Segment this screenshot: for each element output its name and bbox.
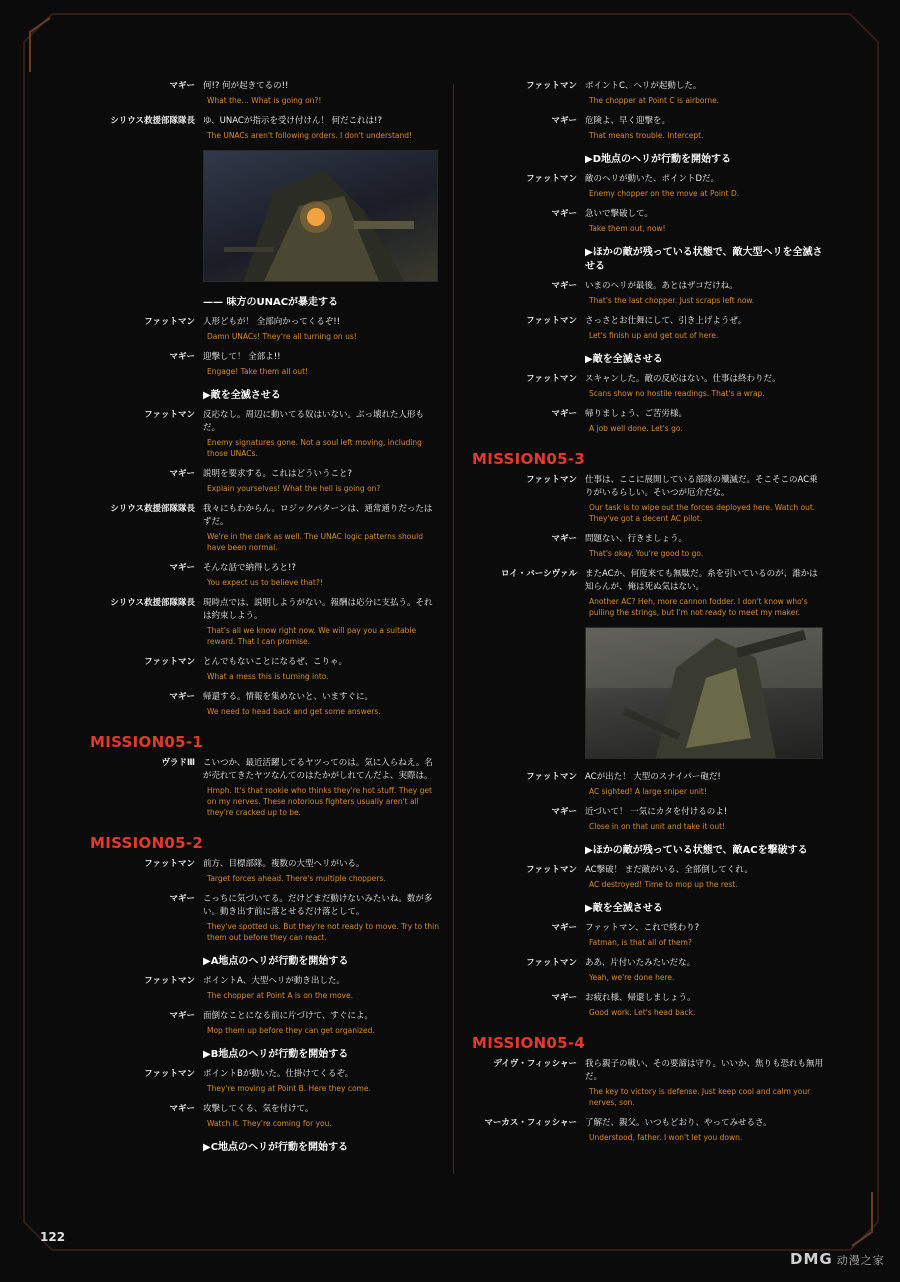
dialogue-group bbox=[90, 80, 440, 141]
mission-title: MISSION05-2 bbox=[90, 834, 204, 852]
speaker-name: シリウス救援部隊隊長 bbox=[110, 116, 195, 126]
dialogue-entry bbox=[90, 503, 440, 553]
dialogue-entry bbox=[472, 173, 824, 199]
dialogue-entry bbox=[472, 280, 824, 306]
speaker-name: マギー bbox=[551, 116, 577, 126]
english-translation: What a mess this is turning into. bbox=[207, 672, 329, 681]
english-translation: The chopper at Point C is airborne. bbox=[589, 96, 720, 105]
dialogue-body bbox=[585, 115, 824, 141]
english-translation: Yeah, we're done here. bbox=[589, 973, 675, 982]
english-translation: The key to victory is defense. Just keep cool and calm your nerves, son. bbox=[589, 1087, 811, 1107]
dialogue-body bbox=[585, 922, 824, 948]
english-translation: Watch it. They're coming for you. bbox=[207, 1119, 332, 1128]
dialogue-body bbox=[585, 992, 824, 1018]
dialogue-body bbox=[585, 315, 824, 341]
dialogue-entry bbox=[90, 597, 440, 647]
speaker-name: マギー bbox=[551, 409, 577, 419]
left-column bbox=[90, 80, 440, 1161]
english-translation: Take them out, now! bbox=[589, 224, 666, 233]
mission-title: MISSION05-4 bbox=[472, 1034, 586, 1052]
speaker-name: マギー bbox=[169, 692, 195, 702]
dialogue-entry bbox=[90, 757, 440, 818]
speaker-name: ファットマン bbox=[144, 859, 195, 869]
japanese-line: ゆ、UNACが指示を受け付けん！ 何だこれは!? bbox=[203, 116, 382, 126]
speaker-name: ファットマン bbox=[526, 174, 577, 184]
dialogue-body bbox=[203, 893, 440, 943]
dialogue-entry bbox=[472, 922, 824, 948]
speaker-name: ファットマン bbox=[526, 316, 577, 326]
japanese-line: さっさとお仕舞にして、引き上げようぜ。 bbox=[585, 316, 747, 326]
japanese-line: 敵のヘリが動いた、ポイントDだ。 bbox=[585, 174, 720, 184]
dialogue-body bbox=[203, 80, 440, 106]
japanese-line: ファットマン、これで終わり? bbox=[585, 923, 700, 933]
english-translation: Understood, father. I won't let you down. bbox=[589, 1133, 743, 1142]
dialogue-entry bbox=[90, 1103, 440, 1129]
speaker-name: マギー bbox=[169, 1011, 195, 1021]
japanese-line: 了解だ、親父。いつもどおり、やってみせるさ。 bbox=[585, 1118, 772, 1128]
dialogue-body bbox=[585, 533, 824, 559]
speaker-name: ファットマン bbox=[144, 410, 195, 420]
dialogue-entry bbox=[472, 568, 824, 618]
dialogue-entry bbox=[472, 315, 824, 341]
dialogue-group bbox=[472, 474, 824, 618]
dialogue-entry bbox=[90, 1010, 440, 1036]
dialogue-group bbox=[472, 1058, 824, 1143]
speaker-name: ファットマン bbox=[144, 976, 195, 986]
japanese-line: 我々にもわからん。ロジックパターンは、通常通りだったはずだ。 bbox=[203, 504, 433, 527]
dialogue-group bbox=[90, 757, 440, 818]
dialogue-entry bbox=[90, 351, 440, 377]
speaker-name: マーカス・フィッシャー bbox=[484, 1118, 577, 1128]
dialogue-body bbox=[585, 957, 824, 983]
dialogue-entry bbox=[472, 80, 824, 106]
page-number: 122 bbox=[40, 1230, 66, 1244]
dialogue-body bbox=[585, 864, 824, 890]
english-translation: Enemy chopper on the move at Point D. bbox=[589, 189, 740, 198]
english-translation: That's all we know right now. We will pay you a suitable reward. That I can promise. bbox=[207, 626, 417, 646]
dialogue-group bbox=[472, 864, 824, 890]
japanese-line: いまのヘリが最後。あとはザコだけね。 bbox=[585, 281, 738, 291]
mission-title: MISSION05-1 bbox=[90, 733, 204, 751]
dialogue-group bbox=[472, 80, 824, 141]
english-translation: Another AC? Heh, more cannon fodder. I don't know who's pulling the strings, but I'm not ready to meet my maker. bbox=[589, 597, 808, 617]
japanese-line: 仕事は、ここに展開している部隊の殲滅だ。そこそこのAC乗りがいるらしい。そいつが厄介だな。 bbox=[585, 475, 818, 498]
dialogue-entry bbox=[90, 80, 440, 106]
dialogue-group bbox=[90, 409, 440, 717]
dialogue-group bbox=[472, 280, 824, 341]
japanese-line: 危険よ、早く迎撃を。 bbox=[585, 116, 671, 126]
scene-heading: ▶A地点のヘリが行動を開始する bbox=[203, 956, 349, 967]
scene-heading: ▶C地点のヘリが行動を開始する bbox=[203, 1142, 349, 1153]
dialogue-body bbox=[203, 597, 440, 647]
dialogue-entry bbox=[472, 1058, 824, 1108]
dialogue-entry bbox=[90, 691, 440, 717]
screenshot-image-unac bbox=[203, 150, 438, 282]
japanese-line: 反応なし。周辺に動いてる奴はいない。ぶっ壊れた人形もだ。 bbox=[203, 410, 425, 433]
dialogue-body bbox=[203, 656, 440, 682]
dialogue-group bbox=[90, 975, 440, 1036]
speaker-name: シリウス救援部隊隊長 bbox=[110, 504, 195, 514]
japanese-line: ああ、片付いたみたいだな。 bbox=[585, 958, 696, 968]
scene-heading: —— 味方のUNACが暴走する bbox=[203, 297, 339, 308]
japanese-line: 前方、目標部隊。複数の大型ヘリがいる。 bbox=[203, 859, 365, 869]
japanese-line: 人形どもが！ 全部向かってくるぞ!! bbox=[203, 317, 341, 327]
japanese-line: 何!? 何が起きてるの!! bbox=[203, 81, 289, 91]
dialogue-group bbox=[472, 922, 824, 1018]
speaker-name: マギー bbox=[551, 209, 577, 219]
japanese-line: 説明を要求する。これはどういうこと? bbox=[203, 469, 353, 479]
english-translation: That's the last chopper. Just scraps left now. bbox=[589, 296, 755, 305]
dialogue-group bbox=[90, 316, 440, 377]
speaker-name: ロイ・バーシヴァル bbox=[501, 569, 577, 579]
speaker-name: ファットマン bbox=[526, 958, 577, 968]
japanese-line: 問題ない、行きましょう。 bbox=[585, 534, 688, 544]
dialogue-body bbox=[585, 806, 824, 832]
dialogue-group bbox=[472, 771, 824, 832]
japanese-line: 面倒なことになる前に片づけて、すぐによ。 bbox=[203, 1011, 373, 1021]
english-translation: Enemy signatures gone. Not a soul left moving, including those UNACs. bbox=[207, 438, 422, 458]
speaker-name: ファットマン bbox=[526, 865, 577, 875]
column-divider bbox=[453, 84, 454, 1174]
dialogue-entry bbox=[90, 893, 440, 943]
dialogue-group bbox=[472, 373, 824, 434]
english-translation: Good work. Let's head back. bbox=[589, 1008, 696, 1017]
japanese-line: 我ら親子の戦い、その要諦は守り。いいか、焦りも恐れも無用だ。 bbox=[585, 1059, 824, 1082]
speaker-name: マギー bbox=[169, 81, 195, 91]
japanese-line: ACが出た！ 大型のスナイパー砲だ! bbox=[585, 772, 721, 782]
dialogue-body bbox=[203, 316, 440, 342]
dialogue-entry bbox=[472, 115, 824, 141]
english-translation: Damn UNACs! They're all turning on us! bbox=[207, 332, 357, 341]
japanese-line: 近づいて！ 一気にカタを付けるのよ! bbox=[585, 807, 728, 817]
dialogue-body bbox=[585, 474, 824, 524]
dialogue-entry bbox=[472, 373, 824, 399]
speaker-name: ヴラドⅢ bbox=[161, 758, 195, 768]
japanese-line: AC撃破！ まだ敵がいる、全部倒してくれ。 bbox=[585, 865, 753, 875]
dialogue-body bbox=[585, 373, 824, 399]
japanese-line: ポイントC、ヘリが起動した。 bbox=[585, 81, 702, 91]
speaker-name: マギー bbox=[169, 894, 195, 904]
japanese-line: とんでもないことになるぜ、こりゃ。 bbox=[203, 657, 347, 667]
speaker-name: シリウス救援部隊隊長 bbox=[110, 598, 195, 608]
dialogue-group bbox=[472, 173, 824, 234]
speaker-name: ファットマン bbox=[526, 81, 577, 91]
english-translation: That means trouble. Intercept. bbox=[589, 131, 704, 140]
speaker-name: デイヴ・フィッシャー bbox=[493, 1059, 577, 1069]
speaker-name: マギー bbox=[169, 563, 195, 573]
dialogue-body bbox=[203, 757, 440, 818]
japanese-line: お疲れ様、帰還しましょう。 bbox=[585, 993, 696, 1003]
mission-title: MISSION05-3 bbox=[472, 450, 586, 468]
dialogue-entry bbox=[90, 975, 440, 1001]
japanese-line: ポイントBが動いた。仕掛けてくるぞ。 bbox=[203, 1069, 354, 1079]
english-translation: You expect us to believe that?! bbox=[207, 578, 323, 587]
dialogue-body bbox=[585, 173, 824, 199]
dialogue-entry bbox=[90, 656, 440, 682]
english-translation: Hmph. It's that rookie who thinks they're hot stuff. They get on my nerves. These notorious fighters usually aren't all they're cracked up to be. bbox=[207, 786, 432, 817]
english-translation: Engage! Take them all out! bbox=[207, 367, 309, 376]
dialogue-body bbox=[203, 468, 440, 494]
english-translation: Mop them up before they can get organized. bbox=[207, 1026, 375, 1035]
english-translation: We're in the dark as well. The UNAC logic patterns should have been normal. bbox=[207, 532, 423, 552]
dialogue-group bbox=[90, 858, 440, 943]
dialogue-entry bbox=[472, 864, 824, 890]
english-translation: Our task is to wipe out the forces deployed here. Watch out. They've got a decent AC pilot. bbox=[589, 503, 816, 523]
speaker-name: マギー bbox=[551, 923, 577, 933]
screenshot-image-ac bbox=[585, 627, 823, 759]
dialogue-body bbox=[585, 280, 824, 306]
speaker-name: ファットマン bbox=[526, 374, 577, 384]
dialogue-body bbox=[203, 409, 440, 459]
dialogue-body bbox=[203, 1068, 440, 1094]
english-translation: They've spotted us. But they're not ready to move. Try to thin them out before they can react. bbox=[207, 922, 439, 942]
dialogue-body bbox=[585, 771, 824, 797]
english-translation: Scans show no hostile readings. That's a wrap. bbox=[589, 389, 765, 398]
dialogue-entry bbox=[472, 208, 824, 234]
scene-heading: ▶B地点のヘリが行動を開始する bbox=[203, 1049, 349, 1060]
english-translation: A job well done. Let's go. bbox=[589, 424, 683, 433]
scene-heading: ▶敵を全滅させる bbox=[585, 354, 663, 365]
english-translation: AC destroyed! Time to mop up the rest. bbox=[589, 880, 738, 889]
scene-heading: ▶敵を全滅させる bbox=[203, 390, 281, 401]
dialogue-body bbox=[585, 208, 824, 234]
english-translation: Explain yourselves! What the hell is going on? bbox=[207, 484, 381, 493]
dialogue-entry bbox=[472, 474, 824, 524]
watermark-logo: DMG 动漫之家 bbox=[790, 1250, 885, 1268]
japanese-line: こいつか、最近活躍してるヤツってのは。気に入らねえ。名が売れてきたヤツなんてのはたかがしれてんだよ、実際は。 bbox=[203, 758, 433, 781]
speaker-name: マギー bbox=[169, 469, 195, 479]
english-translation: Fatman, is that all of them? bbox=[589, 938, 692, 947]
scene-heading: ▶ほかの敵が残っている状態で、敵大型ヘリを全滅させる bbox=[585, 247, 823, 272]
speaker-name: ファットマン bbox=[144, 1069, 195, 1079]
english-translation: The chopper at Point A is on the move. bbox=[207, 991, 353, 1000]
dialogue-body bbox=[203, 1010, 440, 1036]
speaker-name: ファットマン bbox=[526, 772, 577, 782]
japanese-line: スキャンした。敵の反応はない。仕事は終わりだ。 bbox=[585, 374, 781, 384]
dialogue-entry bbox=[90, 468, 440, 494]
speaker-name: ファットマン bbox=[144, 657, 195, 667]
japanese-line: 迎撃して！ 全部よ!! bbox=[203, 352, 281, 362]
english-translation: AC sighted! A large sniper unit! bbox=[589, 787, 707, 796]
english-translation: That's okay. You're good to go. bbox=[589, 549, 704, 558]
japanese-line: ポイントA、大型ヘリが動き出した。 bbox=[203, 976, 345, 986]
dialogue-body bbox=[203, 115, 440, 141]
dialogue-group bbox=[90, 1068, 440, 1129]
dialogue-entry bbox=[472, 408, 824, 434]
english-translation: Target forces ahead. There's multiple choppers. bbox=[207, 874, 386, 883]
dialogue-body bbox=[203, 691, 440, 717]
dialogue-body bbox=[203, 858, 440, 884]
speaker-name: マギー bbox=[551, 281, 577, 291]
speaker-name: マギー bbox=[169, 352, 195, 362]
japanese-line: 急いで撃破して。 bbox=[585, 209, 653, 219]
dialogue-body bbox=[585, 408, 824, 434]
dialogue-entry bbox=[472, 771, 824, 797]
dialogue-entry bbox=[90, 409, 440, 459]
dialogue-entry bbox=[90, 316, 440, 342]
scene-heading: ▶D地点のヘリが行動を開始する bbox=[585, 154, 731, 165]
english-translation: We need to head back and get some answers. bbox=[207, 707, 381, 716]
japanese-line: 帰還する。情報を集めないと、いますぐに。 bbox=[203, 692, 374, 702]
english-translation: Let's finish up and get out of here. bbox=[589, 331, 719, 340]
scene-heading: ▶ほかの敵が残っている状態で、敵ACを撃破する bbox=[585, 845, 808, 856]
speaker-name: マギー bbox=[169, 1104, 195, 1114]
dialogue-entry bbox=[472, 1117, 824, 1143]
dialogue-entry bbox=[472, 992, 824, 1018]
dialogue-entry bbox=[90, 562, 440, 588]
japanese-line: こっちに気づいてる。だけどまだ動けないみたいね。数が多い。動き出す前に落とせるだけ落として。 bbox=[203, 894, 433, 917]
dialogue-body bbox=[585, 1058, 824, 1108]
dialogue-body bbox=[203, 562, 440, 588]
english-translation: What the… What is going on?! bbox=[207, 96, 322, 105]
dialogue-body bbox=[585, 568, 824, 618]
speaker-name: ファットマン bbox=[526, 475, 577, 485]
dialogue-entry bbox=[90, 115, 440, 141]
dialogue-entry bbox=[472, 957, 824, 983]
speaker-name: マギー bbox=[551, 807, 577, 817]
dialogue-body bbox=[585, 1117, 824, 1143]
dialogue-entry bbox=[472, 806, 824, 832]
dialogue-entry bbox=[472, 533, 824, 559]
dialogue-body bbox=[585, 80, 824, 106]
dialogue-body bbox=[203, 503, 440, 553]
dialogue-entry bbox=[90, 1068, 440, 1094]
japanese-line: 帰りましょう、ご苦労様。 bbox=[585, 409, 688, 419]
english-translation: The UNACs aren't following orders. I don't understand! bbox=[207, 131, 413, 140]
speaker-name: マギー bbox=[551, 534, 577, 544]
dialogue-entry bbox=[90, 858, 440, 884]
japanese-line: そんな話で納得しろと!? bbox=[203, 563, 296, 573]
dialogue-body bbox=[203, 975, 440, 1001]
japanese-line: またACか、何度来ても無駄だ。糸を引いているのが、誰かは知らんが、俺は死ぬ気はない。 bbox=[585, 569, 818, 592]
dialogue-body bbox=[203, 1103, 440, 1129]
speaker-name: ファットマン bbox=[144, 317, 195, 327]
scene-heading: ▶敵を全滅させる bbox=[585, 903, 663, 914]
japanese-line: 現時点では、説明しようがない。報酬は応分に支払う。それは約束しよう。 bbox=[203, 598, 433, 621]
english-translation: Close in on that unit and take it out! bbox=[589, 822, 726, 831]
speaker-name: マギー bbox=[551, 993, 577, 1003]
right-column bbox=[472, 80, 824, 1152]
japanese-line: 攻撃してくる、気を付けて。 bbox=[203, 1104, 314, 1114]
dialogue-body bbox=[203, 351, 440, 377]
english-translation: They're moving at Point B. Here they come. bbox=[207, 1084, 371, 1093]
